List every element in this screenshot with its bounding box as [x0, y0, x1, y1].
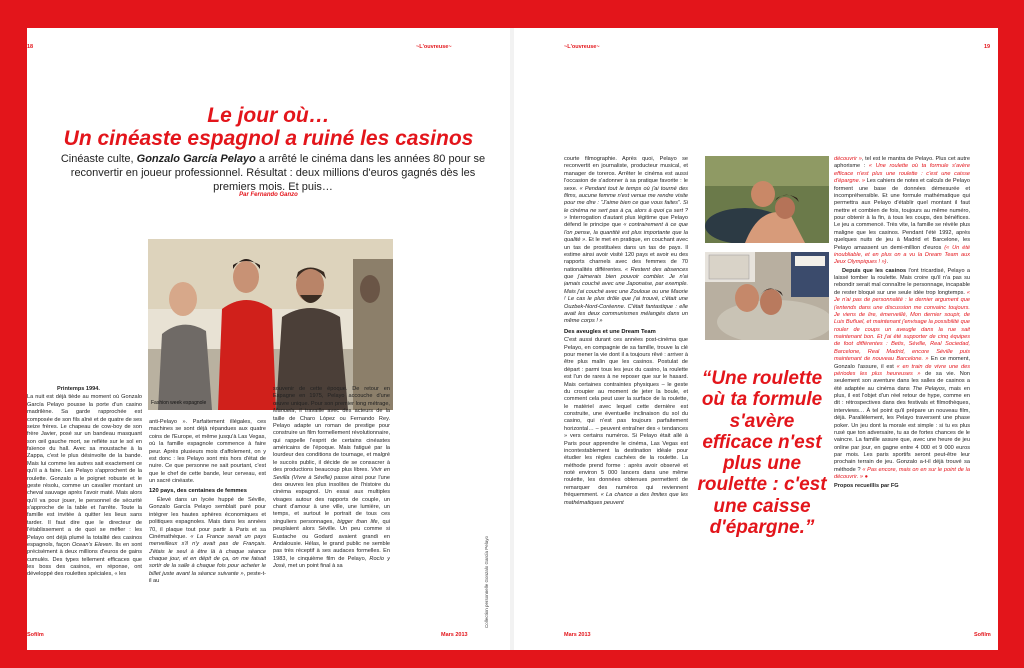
col2-text-a: anti-Pelayo ». Parfaitement illégales, ces machines se sont déjà répandues aux quatre coins de l'Europe, et même jusqu'à Las Vegas, où la famille espagnole commence à faire peur. Après plusieurs mois d'affolement, on y est donc : les Pelayo sont mis hors d'état de nuire. Ce que personne ne sait pourtant, c'est que le chef de cette bande, leur cerveau, est un sacré cinéaste. [149, 419, 266, 484]
r-col1-italic-2: « contrairement à ce que l'on pense, la quantité est plus importante que la qualité » [564, 222, 688, 244]
r-col1-heading: Des aveugles et une Dream Team [564, 328, 656, 335]
r-col2-text-d: l'ont tricardisé, Pelayo a laissé tomber la roulette. Mais croire qu'il n'a pas su rebondir serait mal connaître le personnage, incapable de rester bloqué sur une seule idée trop longtemps. [834, 267, 970, 296]
photo-illustration-2 [705, 156, 829, 243]
left-folio: 18 [27, 44, 34, 50]
photo-bed-scene [705, 252, 829, 340]
right-footer-date: Mars 2013 [564, 632, 591, 638]
col3-italic-1: Manuela [273, 408, 295, 415]
col3-italic-2: Vivir en Sevilla (Vivre à Séville) [273, 467, 390, 481]
r-col2-text-f: de sa vie. Non seulement son aventure dans les salles de casinos a été adaptée au cinéma dans [834, 370, 970, 392]
col2-italic: « La France serait un pays merveilleux s'il n'y avait pas de Français. J'étais le seul à être là à chaque séance chaque jour, et en dépit de ça, on me faisait sortir de la salle à chaque fois pour acheter le billet juste avant la séance suivante » [149, 533, 266, 577]
left-column-2 [149, 419, 266, 636]
left-footer-brand: Sofilm [27, 632, 44, 638]
col1-italic: Ocean's Eleven [72, 541, 112, 548]
col3-italic-3: bigger than life [337, 518, 378, 525]
r-col2-italic-7: « Pas encore, mais on en sur le point de la découvrir. » [834, 466, 970, 481]
r-col2-text-a: , tel est le mantra de Pelayo. Plus cet autre aphorisme : [834, 156, 970, 170]
right-column-1 [564, 156, 688, 638]
right-page [514, 28, 998, 650]
col2-heading: 120 pays, des centaines de femmes [149, 488, 247, 495]
right-column-2 [834, 156, 970, 638]
col1-heading: Printemps 1994. [57, 386, 100, 392]
right-header: ~L'ouvreuse~ [564, 44, 600, 50]
title-line-2: Un cinéaste espagnol a ruiné les casinos [63, 126, 474, 150]
r-col2-italic-6: The Pelayos [912, 385, 945, 392]
col3-text-d: , qui peuplaient alors Séville. Un peu comme si Eustache ou Godard avaient grandi en Andalousie. Hélas, le grand public ne semble pas très réceptif à ses audaces formelles. En 1983, le cinquième film de Pelayo, [273, 518, 390, 562]
photo-couple-kissing [705, 156, 829, 243]
end-mark: ● [863, 474, 868, 481]
r-col2-italic-2: « Une roulette où ta formule s'avère efficace n'est plus une roulette : c'est une caisse d'épargne. » [834, 163, 970, 185]
r-col2-heading: Depuis que les casinos [842, 267, 907, 274]
r-col1-italic-4: « La chance a des limites que les mathématiques peuvent [564, 492, 688, 506]
r-col2-italic-5: « en train de vivre une des périodes les plus heureuses » [834, 363, 970, 377]
r-col2-text-c: . [886, 259, 889, 266]
lead-paragraph [57, 153, 489, 194]
photo-credit: Collection personnelle Gonzalo García Pelayo [484, 535, 489, 628]
left-column-1 [27, 386, 142, 636]
article-title [27, 105, 510, 150]
r-col1-text-c: . Et le met en pratique, en couchant avec un tas de prostituées dans un tas de pays. Il estime ainsi avoir visité 120 pays et avoir eu des rapports charnels avec des femmes de 70 nationalités différentes. [564, 237, 688, 273]
left-footer-date: Mars 2013 [441, 632, 468, 638]
lead-name: Gonzalo García Pelayo [136, 153, 256, 165]
r-col2-italic-1: découvrir » [834, 156, 862, 162]
r-col1-text-b: Interrogation d'autant plus légitime que Pelayo défend le principe que [564, 215, 688, 229]
lead-text-2: a arrêté le cinéma dans les années 80 pour se reconvertir en joueur professionnel. Résultat : deux millions d'euros gagnés dès les premiers mois. Et puis… [70, 153, 486, 193]
col1-text-b: . Ils en sont précisément à deux millions d'euros de gains cumulés. Des types tellement efficaces que les boss des casinos, en réponse, ont développé des roulettes spéciales, « les [27, 541, 142, 578]
r-col2-text-b: Les cahiers de notes et calculs de Pelayo forment une base de données démesurée et incompréhensible. Et une formule mathématique qui permettra aux Pelayo d'établir quel montant il faut mettre et combien de fois, toujours au même numéro, pour obtenir à la fin, à tous les coups, des bénéfices. Le jeu a commencé. Très vite, la famille se révèle plus maligne que les casinos. Pendant l'été 1992, après quelques nuits de jeu à Madrid et Barcelone, les Pelayo amassent un demi-million d'euros [834, 178, 970, 251]
left-header: ~L'ouvreuse~ [416, 44, 452, 50]
photo-illustration-3 [705, 252, 829, 340]
title-line-1: Le jour où… [207, 104, 330, 127]
left-page [27, 28, 510, 650]
left-column-3 [273, 386, 390, 636]
signature: Propos recueillis par FG [834, 482, 899, 489]
pull-quote: “Une roulette où ta formule s'avère efficace n'est plus une roulette : c'est une caisse d'épargne.” [697, 368, 827, 538]
lead-text-1: Cinéaste culte, [60, 153, 137, 165]
right-footer-brand: Sofilm [974, 632, 991, 638]
col1-text-a: La nuit est déjà tiède au moment où Gonzalo García Pelayo pousse la porte d'un casino madrilène. Sa garde rapprochée est composée de son fils aîné et de quatre de ses seize frères. Le chapeau de cow-boy de son frère Javier, posé sur un bandeau masquant son œil gauche mort, se reflète sur le sol en faïence du hall. Avec sa moustache à la Zappa, c'est le plus désinvolte de la bande. Mais lui comme les autres sait exactement ce qu'il a à faire. Les Pelayo s'approchent de la roulette. Gonzalo a le poignet robuste et le geste résolu, comme un cavalier montant un cheval sauvage après l'avoir maté. Mais alors qu'il va pour jouer, le personnel de sécurité s'approche de la table et l'arrête. Toute la famille est invitée à quitter les lieux sans tarder. Il faut dire que le directeur de l'établissement a de quoi se méfier : les Pelayo ont déjà plumé la totalité des casinos espagnols, façon [27, 394, 142, 548]
right-folio: 19 [984, 44, 991, 50]
col2-text-c: , peste-t-il au [149, 570, 266, 585]
col3-text-e: , met un point final à sa [284, 563, 343, 569]
photo-caption: Fashion week espagnole [151, 400, 207, 406]
photo-pelayo-men [148, 239, 393, 410]
col3-text-b: , il travaille avec des acteurs de la taille de Charo López ou Fernando Rey. Pelayo adapte un roman de prestige pour construire un film formellement révolutionnaire, qui rappelle l'esprit de certains cinéastes américains de l'époque. Mais fatigué par la lourdeur des conditions de tournage, et malgré le succès public, il décide de se consacrer à des productions beaucoup plus libres. [273, 408, 390, 474]
r-col2-italic-3: (« Un été inoubliable, et en plus on a vu la Dream Team aux Jeux Olympiques ! ») [834, 244, 970, 266]
r-col2-italic-4: « Je n'ai pas de personnalité : le dernier argument que j'entends dans une discussion me convainc toujours. Je viens de lire, émerveillé, Mon dernier soupir, de Luis Buñuel, et maintenant j'envisage la possibilité que rouler de coups un aveugle dans la rue sait maintenant bon. Et j'ai été supporter de cinq équipes de foot différentes : Betis, Séville, Real Sociedad, Barcelone, Real Madrid, encore Séville puis maintenant de nouveau Barcelone. » [834, 289, 970, 363]
col2-text-b: Élevé dans un lycée huppé de Séville, Gonzalo García Pelayo semblait paré pour intégrer les hautes sphères économiques et politiques espagnoles. Mais dans les années 70, il plaque tout pour partir à Paris et sa Cinémathèque. [149, 497, 266, 540]
r-col1-italic-1: « Pendant tout le temps où j'ai tourné des films, aucune femme n'est venue me rendre visite pour me dire : “J'aime bien ce que vous faites”. Si le cinéma ne sert pas à ça, alors à quoi ça sert ? » [564, 185, 688, 221]
r-col2-text-e: En ce moment, Gonzalo l'assure, il est [834, 356, 970, 370]
byline: Par Fernando Ganzo [239, 192, 298, 198]
r-col1-text-d: C'est aussi durant ces années post-cinéma que Pelayo, en compagnie de sa famille, trouve la clé pour mener la vie dont il a toujours rêvé : arriver à être plus malin que les casinos. Postulat de départ : parmi tous les jeux du casino, la roulette est l'un de rares à ne reposer que sur le hasard. Mais certaines contraintes physiques – le geste du croupier au moment de jeter la boule, et comment cela peut user la surface de la roulette, le matériel avec lequel cette dernière est construite, une éventuelle inclinaison du sol du casino, qui n'est pas toujours parfaitement horizontal… – peuvent entraîner des « tendances » vers certains numéros. Si Pelayo était allé à Paris pour apprendre le cinéma, Las Vegas est incontestablement la destination idéale pour étudier les règles cachées de la roulette. La méthode prend forme : après avoir observé et noté environ 5 000 lancers dans une même roulette, les données obtenues permettent de remarquer des numéros qui reviennent fréquemment. [564, 337, 688, 499]
col3-text-c: passe ainsi pour l'une des œuvres les plus insolites de l'histoire du cinéma espagnol. Un essai aux multiples visages autour des rapports de couple, un chant d'amour à une ville, une lumière, un temps, et surtout le portrait de tous ces singuliers personnages, [273, 474, 390, 525]
col3-italic-4: Rocío y José [273, 555, 390, 569]
r-col1-italic-3: « Restent des absences que j'aimerais bien pouvoir combler. Je n'ai jamais couché avec une Japonaise, par exemple. Mais j'ai couché avec une Zouloue ou une Maorie ! Le cas le plus drôle que j'ai trouvé, c'était une Ouzbek-Nord-Coréenne. C'était fantastique : elle avait les deux communismes mélangés dans un même corps ! » [564, 266, 688, 325]
r-col2-text-g: , mais en plus, il est l'objet d'un réel retour de hype, comme en dit : rétrospectives dans des festivals et filmothèques, interviews… À tel point qu'il prépare un nouveau film, déjà. Parallèlement, les Pelayo traversent une phase poker. Un jeu dont la morale est simple : si tu es plus rusé que ton adversaire, tu as de fortes chances de le vaincre. La famille assure que, avec une heure de jeu online par jour, en gagne entre 4 000 et 9 000 euros par mois. Les paris sportifs seront peut-être leur prochain terrain de jeu. Gonzalo a-t-il déjà trouvé sa méthode ? [834, 385, 970, 473]
photo-illustration [148, 239, 393, 410]
r-col1-text-a: courte filmographie. Après quoi, Pelayo se reconvertit en journaliste, producteur musical, et manager de toreros. Arrêter le cinéma est aussi l'occasion de s'adonner à sa pratique favorite : le sexe. [564, 156, 688, 192]
col3-text-a: souvenir de cette époque. De retour en Espagne en 1975, Pelayo accouche d'une œuvre unique. Pour son premier long métrage, [273, 386, 390, 407]
